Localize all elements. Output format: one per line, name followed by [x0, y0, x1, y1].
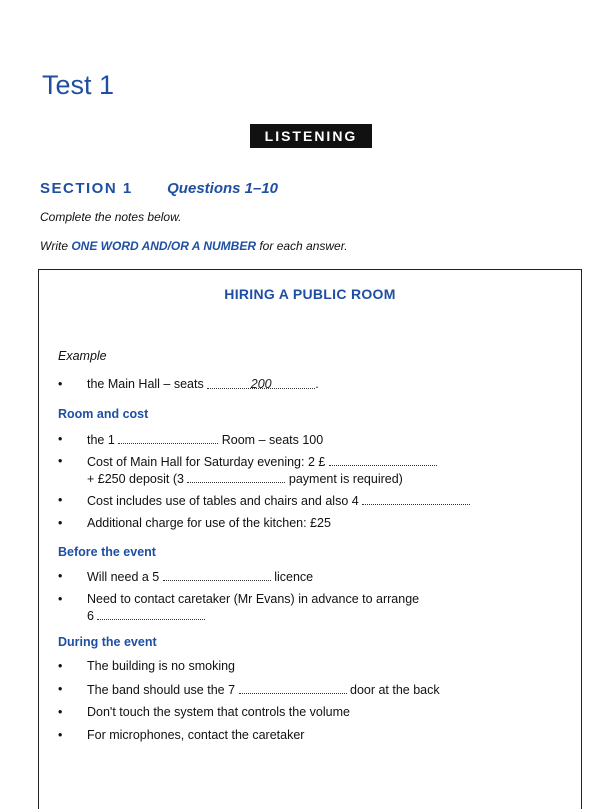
q2-text: Cost of Main Hall for Saturday evening: 2 £	[87, 455, 329, 469]
bullet-dot: •	[58, 728, 63, 742]
microphones-text: For microphones, contact the caretaker	[87, 728, 305, 742]
notes-box	[38, 269, 582, 809]
q3-suffix: payment is required)	[285, 472, 403, 486]
bullet-dot: •	[58, 682, 63, 696]
q6-prefix: 6	[87, 609, 98, 623]
answer-blank-3[interactable]	[187, 470, 285, 483]
q6-text: Need to contact caretaker (Mr Evans) in advance to arrange	[87, 592, 420, 606]
q4-prefix: Cost includes use of tables and chairs and also 4	[87, 494, 363, 508]
bullet-dot: •	[58, 454, 63, 468]
instruction-highlight: ONE WORD AND/OR A NUMBER	[71, 239, 257, 253]
bullet-dot: •	[58, 432, 63, 446]
q1-prefix: the 1	[87, 433, 119, 447]
room-and-cost-heading: Room and cost	[58, 407, 149, 421]
section-header	[40, 180, 580, 198]
q5-suffix: licence	[270, 570, 314, 584]
example-end: .	[315, 377, 319, 391]
answer-blank-2[interactable]	[329, 453, 437, 466]
test-title: Test 1	[42, 70, 115, 100]
listening-badge: LISTENING	[250, 124, 372, 148]
bullet-dot: •	[58, 705, 63, 719]
section-label: SECTION 1	[40, 180, 133, 197]
notes-title: HIRING A PUBLIC ROOM	[224, 286, 396, 302]
example-text: the Main Hall – seats	[87, 377, 208, 391]
answer-blank-4[interactable]	[362, 492, 470, 505]
instruction-prefix: Write	[40, 239, 72, 253]
bullet-dot: •	[58, 516, 63, 530]
bullet-dot: •	[58, 592, 63, 606]
q7-suffix: door at the back	[346, 683, 440, 697]
example-answer: 200	[250, 377, 272, 391]
bullet-dot: •	[58, 493, 63, 507]
q7-prefix: The band should use the 7	[87, 683, 239, 697]
instruction-suffix: for each answer.	[256, 239, 348, 253]
bullet-dot: •	[58, 569, 63, 583]
answer-blank-5[interactable]	[163, 568, 271, 581]
example-answer-blank	[207, 376, 315, 389]
questions-label: Questions 1–10	[167, 180, 279, 197]
q1-suffix: Room – seats 100	[218, 433, 324, 447]
answer-blank-1[interactable]	[118, 431, 218, 444]
bullet-dot: •	[58, 377, 63, 391]
instruction-complete: Complete the notes below.	[40, 210, 182, 224]
during-event-heading: During the event	[58, 635, 157, 649]
instruction-word-limit	[40, 239, 348, 253]
q3-prefix: + £250 deposit (3	[87, 472, 188, 486]
q5-prefix: Will need a 5	[87, 570, 163, 584]
volume-text: Don't touch the system that controls the volume	[87, 705, 350, 719]
kitchen-text: Additional charge for use of the kitchen: £25	[87, 516, 331, 530]
answer-blank-6[interactable]	[97, 607, 205, 620]
before-event-heading: Before the event	[58, 545, 156, 559]
example-label: Example	[58, 349, 107, 363]
answer-blank-7[interactable]	[239, 681, 347, 694]
no-smoking-text: The building is no smoking	[87, 659, 235, 673]
bullet-dot: •	[58, 659, 63, 673]
